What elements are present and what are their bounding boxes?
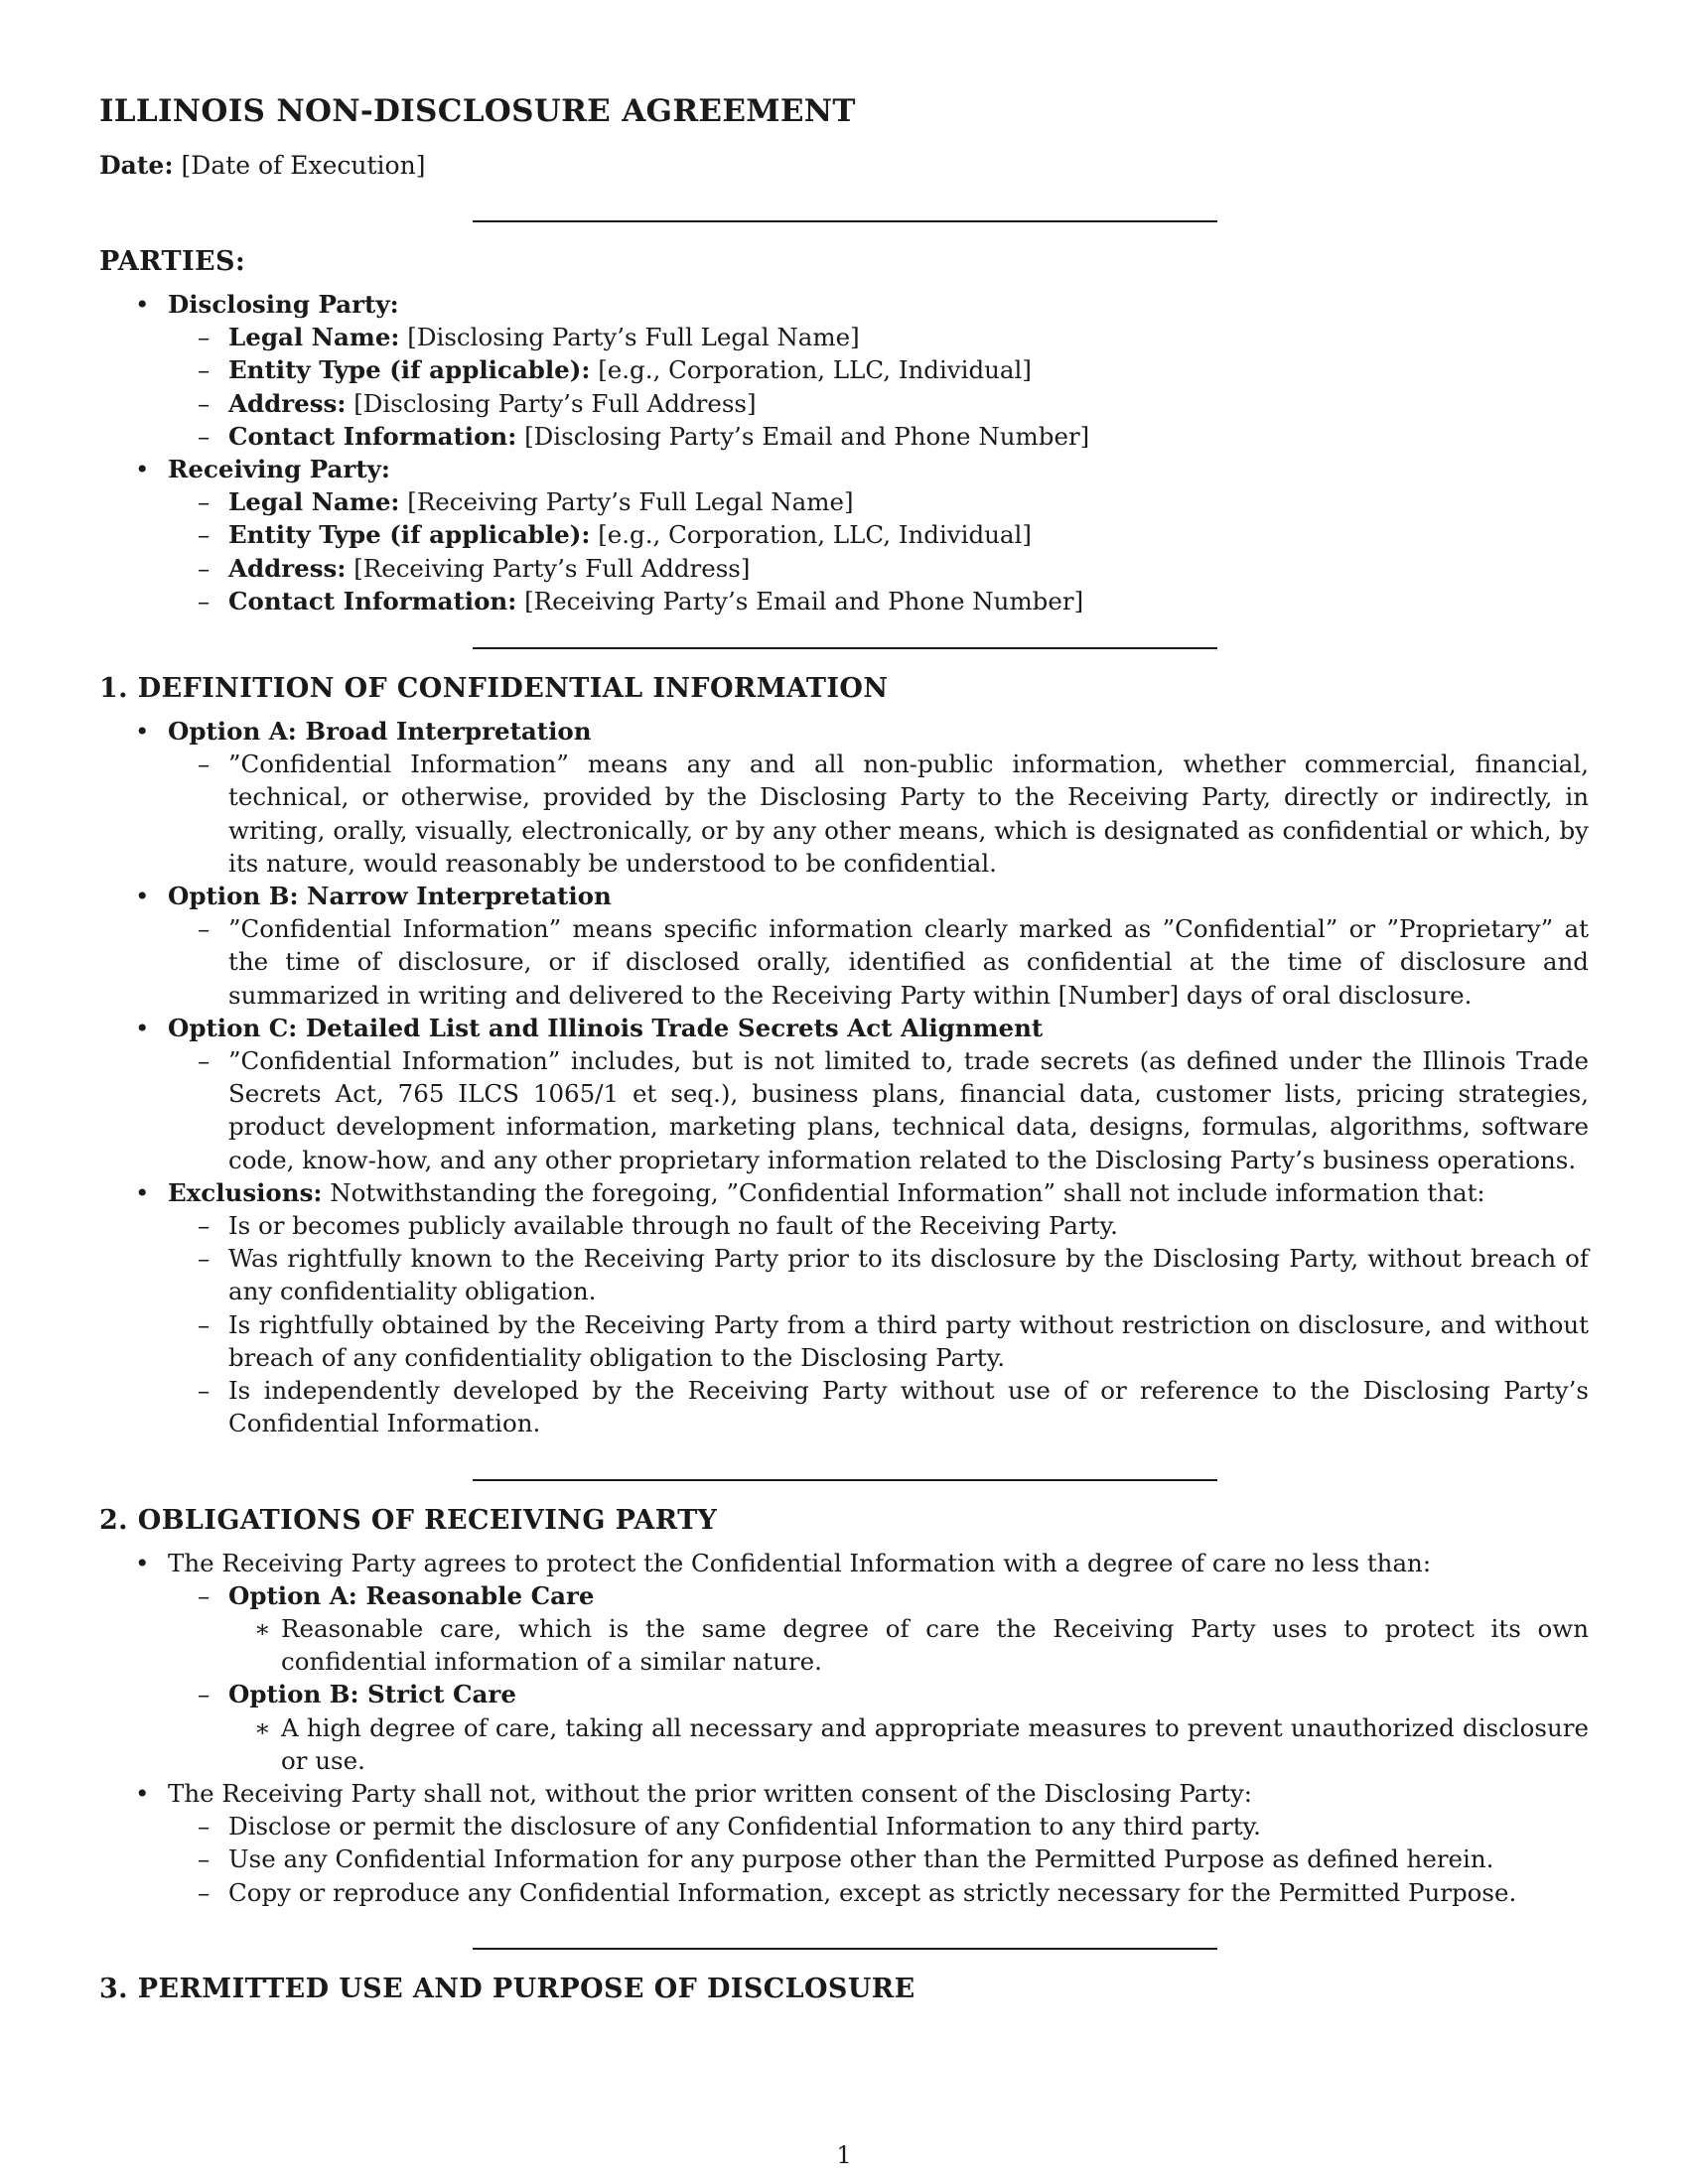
divider: [473, 1948, 1217, 1950]
exclusion-text: Was rightfully known to the Receiving Party prior to its disclosure by the Disclosing Party, without breach of any confidentiality obligation.: [228, 1244, 1589, 1306]
field-label: Address:: [228, 388, 347, 418]
bullet-icon: •: [135, 717, 150, 747]
dash-icon: –: [198, 914, 211, 944]
option-label: Option A: Reasonable Care: [228, 1580, 595, 1610]
exclusions-list: [168, 1209, 1589, 1439]
field-label: Entity Type (if applicable):: [228, 355, 591, 385]
receiving-party-label: Receiving Party:: [168, 455, 390, 484]
exclusion-text: Is rightfully obtained by the Receiving Party from a third party without restriction on disclosure, and without breach of any confidentiality obligation to the Disclosing Party.: [228, 1309, 1589, 1372]
field-value: [Disclosing Party’s Full Address]: [353, 388, 757, 418]
dash-icon: –: [198, 1680, 211, 1709]
divider: [473, 647, 1217, 649]
field-item: [168, 353, 1589, 386]
dash-icon: –: [198, 421, 211, 451]
dash-icon: –: [198, 750, 211, 779]
dash-icon: –: [198, 1309, 211, 1339]
clause-body: ”Confidential Information” means any and all non-public information, whether commercial, financial, technical, or otherwise, provided by the Disclosing Party to the Receiving Party, directly or indirectly, in writing, orally, visually, electronically, or by any other means, which is designated as confidential or which, by its nature, would reasonably be understood to be confidential.: [228, 750, 1589, 878]
field-label: Address:: [228, 553, 347, 583]
field-label: Legal Name:: [228, 323, 400, 352]
dash-icon: –: [198, 1580, 211, 1610]
restrictions-list: [168, 1810, 1589, 1909]
exclusion-text: Is or becomes publicly available through no fault of the Receiving Party.: [228, 1211, 1118, 1241]
restriction-item: [168, 1843, 1589, 1875]
field-label: Entity Type (if applicable):: [228, 520, 591, 550]
clause-body: Reasonable care, which is the same degree of care the Receiving Party uses to protect its own confidential information of a similar nature.: [281, 1613, 1589, 1677]
dash-icon: –: [198, 1812, 211, 1842]
disclosing-party-item: [99, 288, 1589, 453]
field-item: [168, 552, 1589, 585]
parties-list: [99, 288, 1589, 617]
field-value: [Receiving Party’s Email and Phone Number]: [524, 586, 1084, 615]
field-item: [168, 321, 1589, 353]
field-value: [e.g., Corporation, LLC, Individual]: [598, 355, 1032, 385]
field-item: [168, 420, 1589, 453]
care-option-a-body: [228, 1612, 1589, 1678]
section-2-heading: 2. OBLIGATIONS OF RECEIVING PARTY: [99, 1504, 718, 1536]
bullet-icon: •: [135, 290, 150, 319]
option-c-item: [99, 1012, 1589, 1176]
divider: [473, 220, 1217, 222]
clause-text: [228, 1711, 1589, 1777]
exclusions-label: Exclusions:: [168, 1177, 323, 1207]
document-page: [99, 91, 1589, 2007]
document-title: ILLINOIS NON-DISCLOSURE AGREEMENT: [99, 93, 856, 129]
dash-icon: –: [198, 1046, 211, 1076]
option-b-item: [99, 880, 1589, 1012]
bullet-icon: •: [135, 882, 150, 911]
divider: [473, 1479, 1217, 1481]
asterisk-icon: ∗: [254, 1712, 271, 1742]
field-item: [168, 485, 1589, 518]
section-1-list: [99, 715, 1589, 1439]
field-label: Contact Information:: [228, 586, 517, 615]
asterisk-icon: ∗: [254, 1613, 271, 1643]
option-b-body: [168, 912, 1589, 1012]
page-number: 1: [836, 2141, 852, 2169]
field-label: Contact Information:: [228, 421, 517, 451]
field-value: [Disclosing Party’s Email and Phone Number]: [524, 421, 1090, 451]
dash-icon: –: [198, 1244, 211, 1274]
care-standard-item: [99, 1547, 1589, 1777]
date-value: [Date of Execution]: [181, 151, 426, 180]
exclusion-item: [168, 1242, 1589, 1307]
disclosing-party-fields: [168, 321, 1589, 453]
clause-body: ”Confidential Information” includes, but is not limited to, trade secrets (as defined under the Illinois Trade Secrets Act, 765 ILCS 1065/1 et seq.), business plans, financial data, customer lists, pricing strategies, product development information, marketing plans, technical data, designs, formulas, algorithms, software code, know-how, and any other proprietary information related to the Disclosing Party’s business operations.: [228, 1046, 1589, 1174]
field-value: [Disclosing Party’s Full Legal Name]: [407, 323, 860, 352]
bullet-icon: •: [135, 455, 150, 484]
date-label: Date:: [99, 151, 174, 180]
field-value: [Receiving Party’s Full Legal Name]: [407, 487, 854, 517]
bullet-icon: •: [135, 1013, 150, 1042]
care-option-b-body: [228, 1711, 1589, 1777]
dash-icon: –: [198, 1877, 211, 1907]
bullet-icon: •: [135, 1177, 150, 1207]
exclusion-text: Is independently developed by the Receiving Party without use of or reference to the Disclosing Party’s Confidential Information.: [228, 1376, 1589, 1438]
field-value: [Receiving Party’s Full Address]: [353, 553, 751, 583]
dash-icon: –: [198, 388, 211, 418]
restriction-text: Copy or reproduce any Confidential Information, except as strictly necessary for the Permitted Purpose.: [228, 1877, 1517, 1907]
option-c-body: [168, 1044, 1589, 1176]
option-label: Option B: Strict Care: [228, 1680, 516, 1709]
dash-icon: –: [198, 323, 211, 352]
option-label: Option B: Narrow Interpretation: [168, 882, 612, 911]
restriction-item: [168, 1810, 1589, 1843]
field-item: [168, 585, 1589, 617]
clause-text: [168, 1044, 1589, 1176]
date-line: [99, 149, 1589, 182]
restrictions-item: [99, 1777, 1589, 1909]
clause-text: [168, 748, 1589, 880]
bullet-icon: •: [135, 1778, 150, 1808]
dash-icon: –: [198, 553, 211, 583]
field-value: [e.g., Corporation, LLC, Individual]: [598, 520, 1032, 550]
receiving-party-item: [99, 453, 1589, 617]
exclusion-item: [168, 1374, 1589, 1439]
section-3-heading: 3. PERMITTED USE AND PURPOSE OF DISCLOSURE: [99, 1973, 915, 2004]
dash-icon: –: [198, 487, 211, 517]
dash-icon: –: [198, 520, 211, 550]
clause-body: ”Confidential Information” means specific information clearly marked as ”Confidential” or ”Proprietary” at the time of disclosure, or if disclosed orally, identified as confidential at the time of disclosure and summarized in writing and delivered to the Receiving Party within [Number] days of oral disclosure.: [228, 914, 1589, 1010]
option-a-item: [99, 715, 1589, 880]
care-option-b: [168, 1678, 1589, 1777]
section-2-list: [99, 1547, 1589, 1909]
exclusions-intro: Notwithstanding the foregoing, ”Confidential Information” shall not include information that:: [330, 1177, 1485, 1207]
bullet-icon: •: [135, 1548, 150, 1577]
exclusion-item: [168, 1308, 1589, 1374]
field-item: [168, 518, 1589, 551]
clause-body: A high degree of care, taking all necessary and appropriate measures to prevent unauthorized disclosure or use.: [281, 1712, 1589, 1775]
exclusions-item: [99, 1176, 1589, 1440]
receiving-party-fields: [168, 485, 1589, 617]
restriction-item: [168, 1876, 1589, 1909]
dash-icon: –: [198, 586, 211, 615]
restriction-text: Use any Confidential Information for any purpose other than the Permitted Purpose as defined herein.: [228, 1844, 1494, 1874]
dash-icon: –: [198, 1844, 211, 1874]
disclosing-party-label: Disclosing Party:: [168, 290, 399, 319]
exclusion-item: [168, 1209, 1589, 1242]
field-item: [168, 387, 1589, 420]
option-a-body: [168, 748, 1589, 880]
dash-icon: –: [198, 355, 211, 385]
section-1-heading: 1. DEFINITION OF CONFIDENTIAL INFORMATION: [99, 673, 889, 705]
care-options: [168, 1579, 1589, 1777]
clause-text: [168, 912, 1589, 1012]
clause-text: [228, 1612, 1589, 1678]
dash-icon: –: [198, 1211, 211, 1241]
care-option-a: [168, 1579, 1589, 1679]
field-label: Legal Name:: [228, 487, 400, 517]
dash-icon: –: [198, 1376, 211, 1406]
parties-heading: PARTIES:: [99, 246, 246, 277]
restrictions-intro: The Receiving Party shall not, without the prior written consent of the Disclosing Party:: [168, 1778, 1253, 1808]
restriction-text: Disclose or permit the disclosure of any Confidential Information to any third party.: [228, 1812, 1261, 1842]
care-intro: The Receiving Party agrees to protect the Confidential Information with a degree of care no less than:: [168, 1548, 1432, 1577]
option-label: Option C: Detailed List and Illinois Trade Secrets Act Alignment: [168, 1013, 1044, 1042]
option-label: Option A: Broad Interpretation: [168, 717, 592, 747]
